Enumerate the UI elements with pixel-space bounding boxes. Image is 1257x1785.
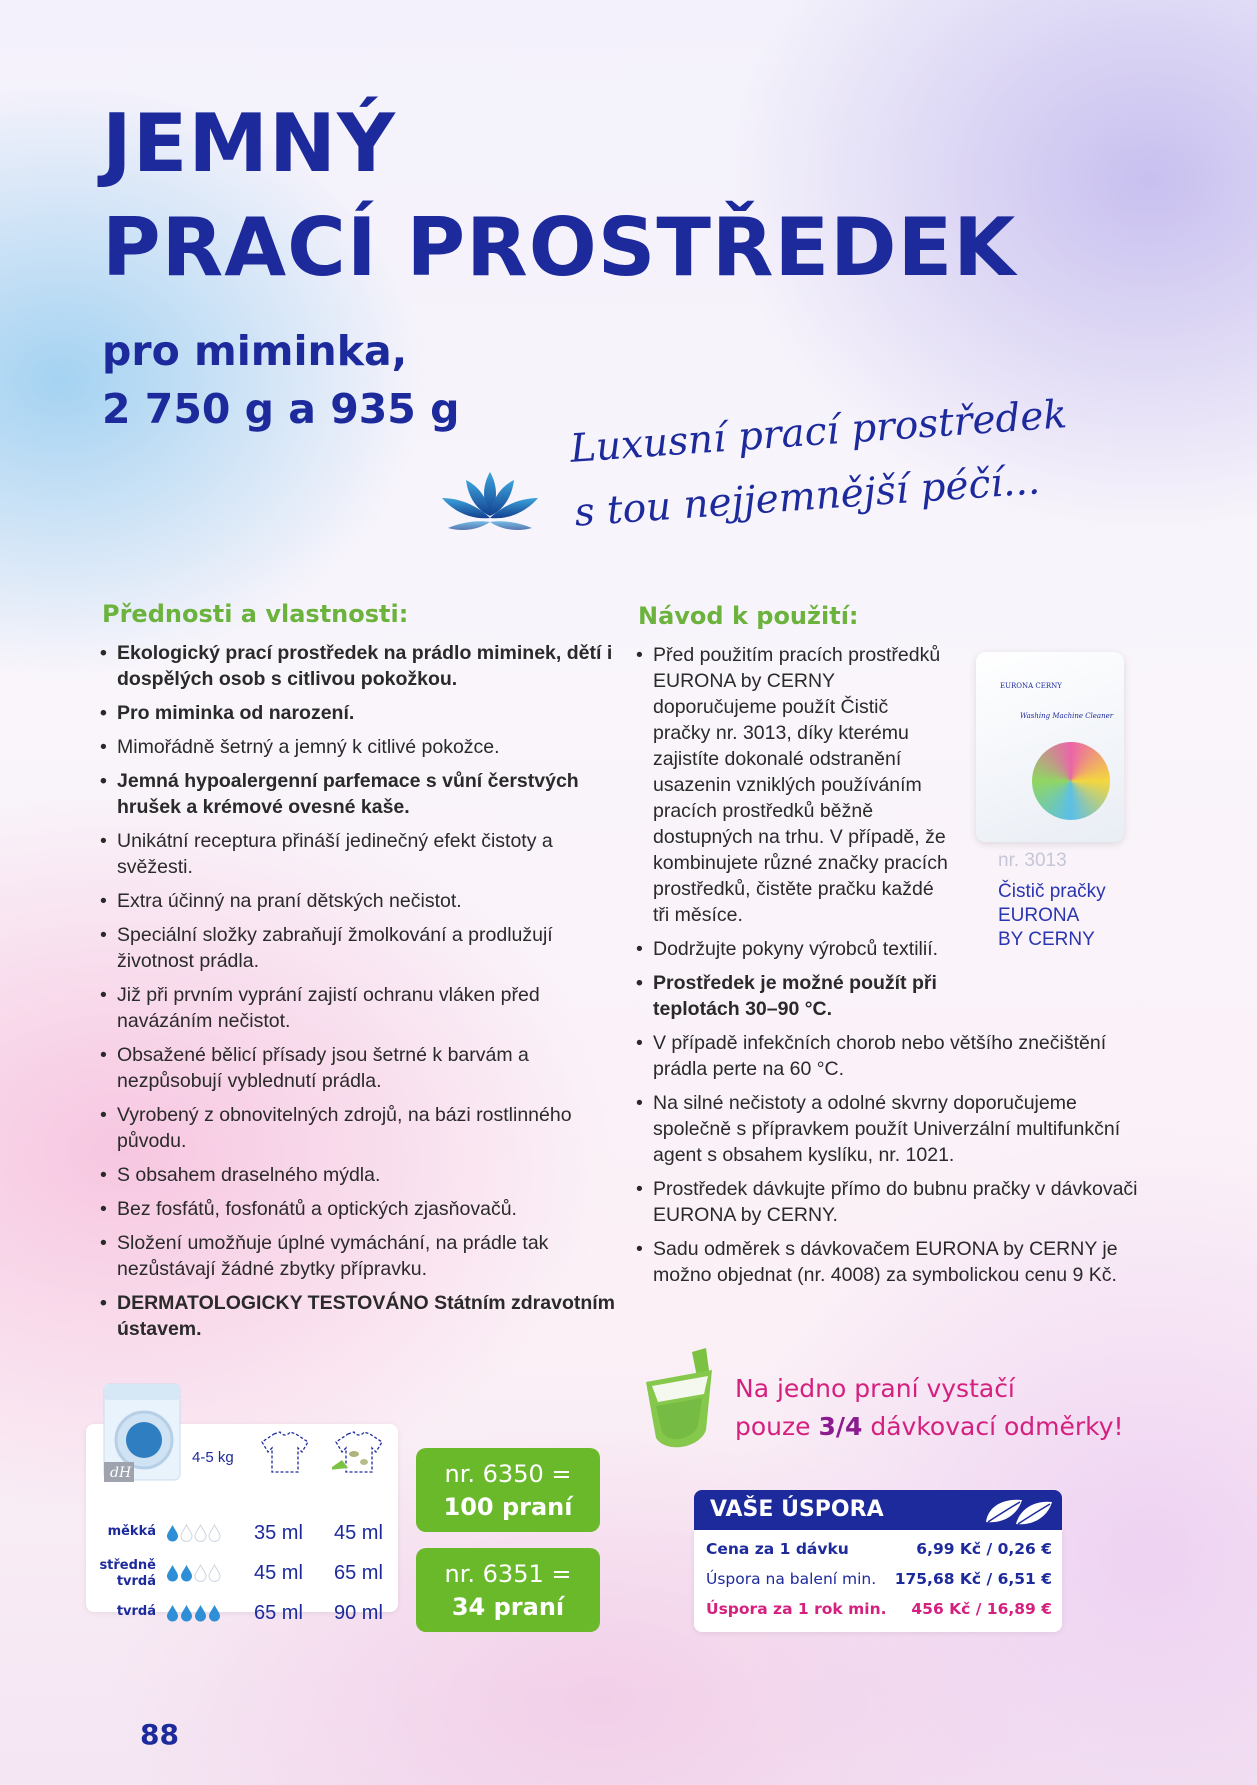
instructions-heading: Návod k použití: [638, 602, 859, 630]
savings-value: 6,99 Kč / 0,26 € [916, 1540, 1052, 1558]
lotus-icon [438, 468, 542, 540]
drop-icon [208, 1604, 221, 1622]
list-item: • Dodržujte pokyny výrobců textilií. [636, 936, 1146, 962]
product-code: nr. 3013 [998, 850, 1067, 871]
product-label-line-2: EURONA [998, 905, 1080, 926]
load-weight: 4-5 kg [192, 1449, 234, 1466]
savings-table [694, 1530, 1062, 1632]
dose-note-line-1: Na jedno praní vystačí [735, 1374, 1015, 1403]
heavily-soiled-shirt-icon [332, 1430, 386, 1474]
drop-icon [166, 1564, 179, 1582]
code-line-2: 100 praní [443, 1493, 573, 1521]
dose-note-amount: 3/4 [818, 1412, 863, 1441]
leaves-icon [978, 1492, 1056, 1530]
water-drops-4 [166, 1604, 222, 1626]
code-line-1: nr. 6351 = [444, 1560, 572, 1588]
product-label-line-1: Čistič pračky [998, 881, 1106, 902]
list-item: • Jemná hypoalergenní parfemace s vůní čerstvých hrušek a krémové ovesné kaše. [100, 768, 620, 820]
list-item: • Mimořádně šetrný a jemný k citlivé pokožce. [100, 734, 620, 760]
dose-heavy: 65 ml [334, 1562, 383, 1584]
product-swirl-graphic [1032, 742, 1110, 820]
list-item: • Prostředek je možné použít při teplotách 30–90 °C. [636, 970, 949, 1022]
product-image-washing-machine-cleaner [976, 652, 1124, 842]
water-drops-2 [166, 1564, 222, 1586]
tagline-line-2: s tou nejjemnější péčí... [573, 458, 1042, 536]
title-line-1: JEMNÝ [102, 97, 396, 190]
measuring-scoop-icon [640, 1348, 722, 1456]
water-hardness-mark: dH [110, 1465, 132, 1481]
product-code-box-6351 [416, 1548, 600, 1632]
list-item: • Vyrobený z obnovitelných zdrojů, na bázi rostlinného původu. [100, 1102, 620, 1154]
savings-label: Úspora na balení min. [706, 1570, 877, 1588]
drop-outline-icon [194, 1564, 207, 1582]
list-item: • Již při prvním vyprání zajistí ochranu vláken před navázáním nečistot. [100, 982, 620, 1034]
dose-note-line-2-pre: pouze [735, 1412, 819, 1441]
drop-icon [180, 1604, 193, 1622]
features-heading: Přednosti a vlastnosti: [102, 600, 409, 628]
code-line-1: nr. 6350 = [444, 1460, 572, 1488]
drop-outline-icon [208, 1564, 221, 1582]
dosage-row-hard [86, 1598, 398, 1638]
dose-heavy: 90 ml [334, 1602, 383, 1624]
savings-row-package [706, 1570, 1052, 1596]
product-brand: EURONA CERNY [1000, 682, 1062, 690]
hardness-label: tvrdá [116, 1604, 156, 1619]
list-item: • Pro miminka od narození. [100, 700, 620, 726]
dose-light: 45 ml [254, 1562, 303, 1584]
list-item: • Sadu odměrek s dávkovačem EURONA by CERNY je možno objednat (nr. 4008) za symbolickou cenu 9 Kč. [636, 1236, 1146, 1288]
savings-row-year [706, 1600, 1052, 1626]
list-item: • Složení umožňuje úplné vymáchání, na prádle tak nezůstávají žádné zbytky přípravku. [100, 1230, 620, 1282]
water-drops-1 [166, 1524, 222, 1546]
product-label-line-3: BY CERNY [998, 929, 1095, 950]
list-item: • Před použitím pracích prostředků EURONA by CERNY doporučujeme použít Čistič pračky nr. 3013, díky kterému zajistíte dokonalé odstranění usazenin vzniklých používáním pracích prostředků běžně dostupných na trhu. V případě, že kombinujete různé značky pracích prostředků, čistěte pračku každé tři měsíce. [636, 642, 949, 928]
list-item: • DERMATOLOGICKY TESTOVÁNO Státním zdravotním ústavem. [100, 1290, 620, 1342]
savings-value: 456 Kč / 16,89 € [911, 1600, 1052, 1618]
drop-icon [166, 1524, 179, 1542]
savings-label: Úspora za 1 rok min. [706, 1600, 887, 1618]
list-item: • Unikátní receptura přináší jedinečný efekt čistoty a svěžesti. [100, 828, 620, 880]
dose-note [735, 1370, 1124, 1446]
list-item: • Ekologický prací prostředek na prádlo miminek, dětí i dospělých osob s citlivou pokožkou. [100, 640, 620, 692]
list-item: • Obsažené bělicí přísady jsou šetrné k barvám a nezpůsobují vyblednutí prádla. [100, 1042, 620, 1094]
product-code-box-6350 [416, 1448, 600, 1532]
list-item: • S obsahem draselného mýdla. [100, 1162, 620, 1188]
list-item: • V případě infekčních chorob nebo většího znečištění prádla perte na 60 °C. [636, 1030, 1146, 1082]
drop-icon [166, 1604, 179, 1622]
washing-machine-icon [100, 1380, 188, 1484]
product-label [998, 880, 1106, 952]
dose-light: 65 ml [254, 1602, 303, 1624]
dose-light: 35 ml [254, 1522, 303, 1544]
tagline-line-1: Luxusní prací prostředek [568, 392, 1069, 472]
features-list [100, 640, 620, 1350]
dosage-row-medium [86, 1558, 398, 1598]
savings-label: Cena za 1 dávku [706, 1540, 849, 1558]
list-item: • Extra účinný na praní dětských nečistot. [100, 888, 620, 914]
list-item: • Prostředek dávkujte přímo do bubnu pračky v dávkovači EURONA by CERNY. [636, 1176, 1146, 1228]
product-name: Washing Machine Cleaner [1020, 712, 1114, 720]
page-number: 88 [140, 1718, 179, 1751]
lightly-soiled-shirt-icon [258, 1430, 312, 1474]
dose-heavy: 45 ml [334, 1522, 383, 1544]
savings-row-dose-price [706, 1540, 1052, 1566]
page-subtitle [102, 322, 459, 438]
hardness-label: měkká [107, 1524, 156, 1539]
code-line-2: 34 praní [451, 1593, 565, 1621]
drop-icon [194, 1604, 207, 1622]
savings-heading: VAŠE ÚSPORA [694, 1490, 1062, 1530]
list-item: • Speciální složky zabraňují žmolkování a prodlužují životnost prádla. [100, 922, 620, 974]
savings-value: 175,68 Kč / 6,51 € [894, 1570, 1052, 1588]
dosage-row-soft [86, 1518, 398, 1558]
list-item: • Bez fosfátů, fosfonátů a optických zjasňovačů. [100, 1196, 620, 1222]
subtitle-line-1: pro miminka, [102, 327, 408, 375]
hardness-label: středně tvrdá [99, 1558, 156, 1589]
drop-outline-icon [180, 1524, 193, 1542]
drop-icon [180, 1564, 193, 1582]
dose-note-line-2-post: dávkovací odměrky! [862, 1412, 1124, 1441]
title-line-2: PRACÍ PROSTŘEDEK [102, 201, 1017, 294]
drop-outline-icon [208, 1524, 221, 1542]
list-item: • Na silné nečistoty a odolné skvrny doporučujeme společně s přípravkem použít Univerzální multifunkční agent s obsahem kyslíku, nr. 1021. [636, 1090, 1146, 1168]
page-title [102, 92, 1016, 300]
tagline [568, 383, 1074, 545]
subtitle-line-2: 2 750 g a 935 g [102, 385, 460, 433]
drop-outline-icon [194, 1524, 207, 1542]
